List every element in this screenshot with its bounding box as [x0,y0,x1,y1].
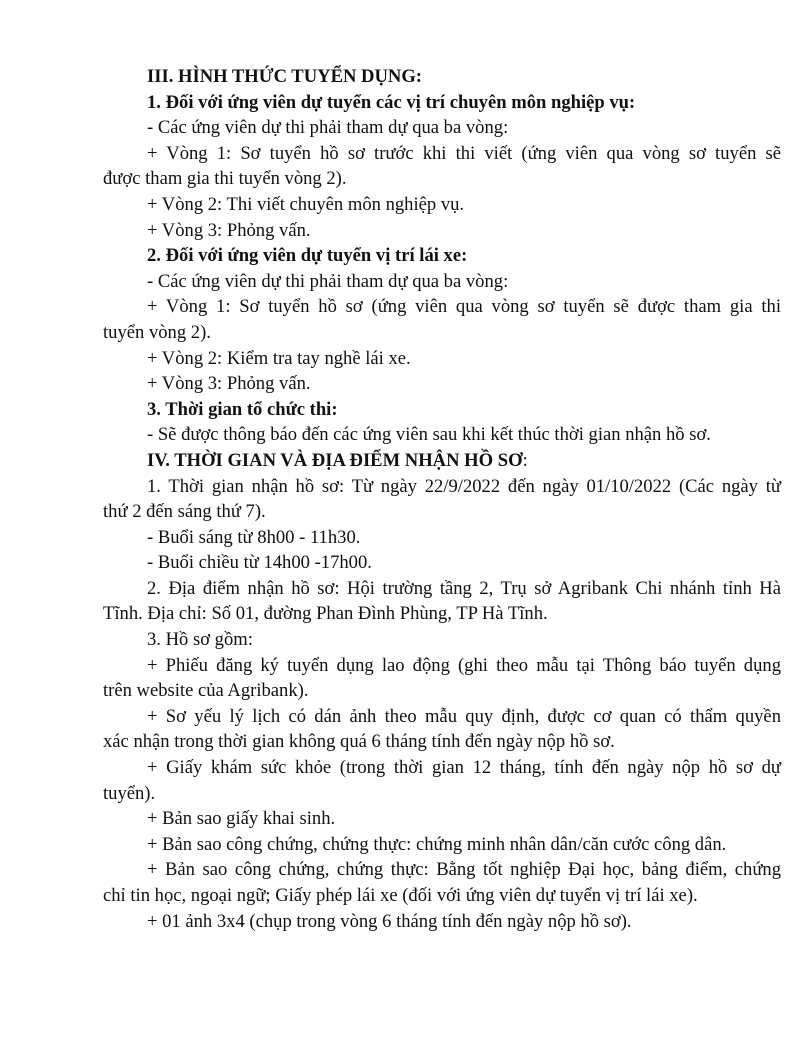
line: Tĩnh. Địa chỉ: Số 01, đường Phan Đình Phùng, TP Hà Tĩnh. [103,603,548,625]
section-heading-iv [147,448,781,474]
subheading-professional-positions: 1. Đối với ứng viên dự tuyển các vị trí chuyên môn nghiệp vụ: [147,91,636,113]
paragraph-round-3-professional: + Vòng 3: Phỏng vấn. [147,219,311,241]
section-heading-iv-colon: : [522,449,528,471]
line: + Giấy khám sức khỏe (trong thời gian 12 tháng, tính đến ngày nộp hồ sơ dự [147,757,781,779]
subheading-exam-time: 3. Thời gian tổ chức thi: [147,398,338,420]
subheading-driver-position: 2. Đối với ứng viên dự tuyển vị trí lái xe: [147,245,468,267]
paragraph-exam-notice: - Sẽ được thông báo đến các ứng viên sau khi kết thúc thời gian nhận hồ sơ. [147,424,711,446]
section-heading-iv-text: IV. THỜI GIAN VÀ ĐỊA ĐIỂM NHẬN HỒ SƠ [147,449,523,471]
paragraph-photo: + 01 ảnh 3x4 (chụp trong vòng 6 tháng tính đến ngày nộp hồ sơ). [147,910,632,932]
document-body [103,64,781,934]
paragraph-afternoon-hours: - Buổi chiều từ 14h00 -17h00. [147,552,372,574]
line: + Bản sao công chứng, chứng thực: Bằng tốt nghiệp Đại học, bảng điểm, chứng [147,859,781,881]
line: trên website của Agribank). [103,680,309,702]
paragraph-round-2-driver: + Vòng 2: Kiểm tra tay nghề lái xe. [147,347,411,369]
paragraph-documents-include: 3. Hồ sơ gồm: [147,629,253,651]
line: + Vòng 1: Sơ tuyển hồ sơ trước khi thi viết (ứng viên qua vòng sơ tuyển sẽ [147,142,781,164]
section-heading-iii: III. HÌNH THỨC TUYỂN DỤNG: [147,66,422,87]
line: + Vòng 1: Sơ tuyển hồ sơ (ứng viên qua vòng sơ tuyển sẽ được tham gia thi [147,296,781,318]
line: tuyển vòng 2). [103,321,211,343]
paragraph-birth-certificate: + Bản sao giấy khai sinh. [147,808,336,830]
line: + Sơ yếu lý lịch có dán ảnh theo mẫu quy định, được cơ quan có thẩm quyền [147,705,781,727]
paragraph-health-certificate [103,755,781,806]
paragraph-three-rounds-driver: - Các ứng viên dự thi phải tham dự qua ba vòng: [147,270,509,292]
paragraph-round-1-driver [103,294,781,345]
line: xác nhận trong thời gian không quá 6 tháng tính đến ngày nộp hồ sơ. [103,731,615,753]
paragraph-curriculum-vitae [103,704,781,755]
line: + Phiếu đăng ký tuyển dụng lao động (ghi theo mẫu tại Thông báo tuyển dụng [147,654,781,676]
line: tuyển). [103,782,156,804]
paragraph-round-2-professional: + Vòng 2: Thi viết chuyên môn nghiệp vụ. [147,193,465,215]
line: chỉ tin học, ngoại ngữ; Giấy phép lái xe (đối với ứng viên dự tuyển vị trí lái xe). [103,885,698,906]
line: thứ 2 đến sáng thứ 7). [103,501,266,523]
line: 1. Thời gian nhận hồ sơ: Từ ngày 22/9/2022 đến ngày 01/10/2022 (Các ngày từ [147,475,781,497]
paragraph-three-rounds: - Các ứng viên dự thi phải tham dự qua ba vòng: [147,117,509,139]
paragraph-receiving-time [103,474,781,525]
paragraph-round-1-professional [103,141,781,192]
line: 2. Địa điểm nhận hồ sơ: Hội trường tầng 2, Trụ sở Agribank Chi nhánh tỉnh Hà [147,577,781,599]
line: được tham gia thi tuyển vòng 2). [103,168,347,190]
paragraph-receiving-location [103,576,781,627]
paragraph-morning-hours: - Buổi sáng từ 8h00 - 11h30. [147,526,361,548]
paragraph-id-card-copy: + Bản sao công chứng, chứng thực: chứng minh nhân dân/căn cước công dân. [147,833,727,855]
paragraph-round-3-driver: + Vòng 3: Phỏng vấn. [147,373,311,395]
paragraph-degree-copies [103,857,781,908]
paragraph-application-form [103,653,781,704]
